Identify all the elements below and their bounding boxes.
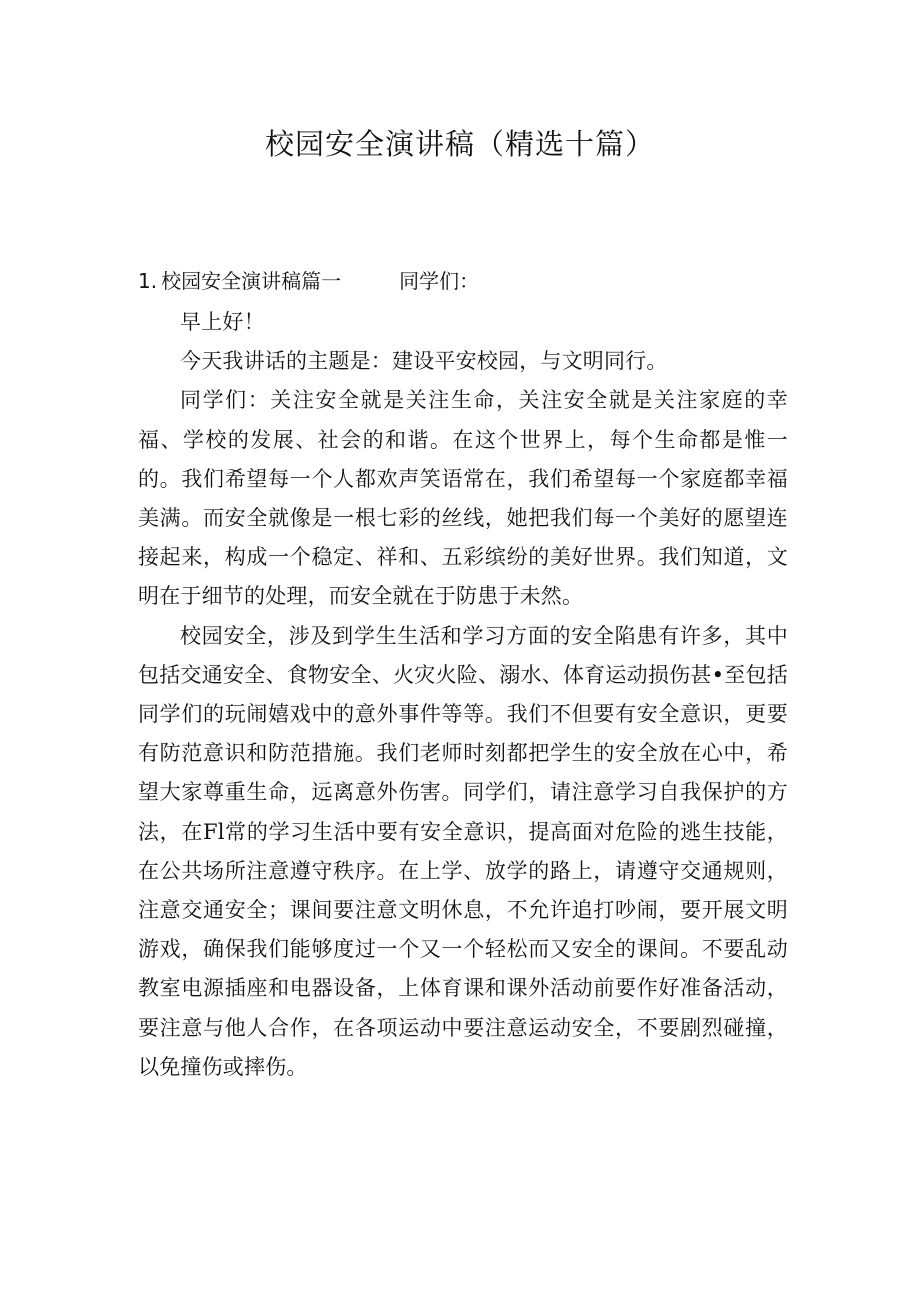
paragraph-campus-safety: 校园安全，涉及到学生生活和学习方面的安全陷患有许多，其中包括交通安全、食物安全、火灾火险、溺水、体育运动损伤甚•至包括同学们的玩闹嬉戏中的意外事件等等。我们不但要有安全意识，更要有防范意识和防范措施。我们老师时刻都把学生的安全放在心中，希望大家尊重生命，远离意外伤害。同学们，请注意学习自我保护的方法，在Fl常的学习生活中要有安全意识，提高面对危险的逃生技能，在公共场所注意遵守秩序。在上学、放学的路上，请遵守交通规则，注意交通安全；课间要注意文明休息，不允许追打吵闹，要开展文明游戏，确保我们能够度过一个又一个轻松而又安全的课间。不要乱动教室电源插座和电器设备，上体育课和课外活动前要作好准备活动，要注意与他人合作，在各项运动中要注意运动安全，不要剧烈碰撞，以免撞伤或摔伤。 <box>138 623 788 1079</box>
paragraph-theme: 今天我讲话的主题是：建设平安校园，与文明同行。 <box>180 349 668 374</box>
salutation: 同学们： <box>399 269 480 293</box>
paragraph-greeting: 早上好！ <box>180 310 265 334</box>
section-number: 1. <box>138 269 158 293</box>
section-heading <box>138 263 479 299</box>
document-title: 校园安全演讲稿（精选十篇） <box>264 127 655 161</box>
section-title: 校园安全演讲稿篇一 <box>161 269 342 293</box>
speech-body <box>138 303 788 1087</box>
paragraph-safety-life: 同学们：关注安全就是关注生命，关注安全就是关注家庭的幸福、学校的发展、社会的和谐。在这个世界上，每个生命都是惟一的。我们希望每一个人都欢声笑语常在，我们希望每一个家庭都幸福美满。而安全就像是一根七彩的丝线，她把我们每一个美好的愿望连接起来，构成一个稳定、祥和、五彩缤纷的美好世界。我们知道，文明在于细节的处理，而安全就在于防患于未然。 <box>138 388 788 609</box>
